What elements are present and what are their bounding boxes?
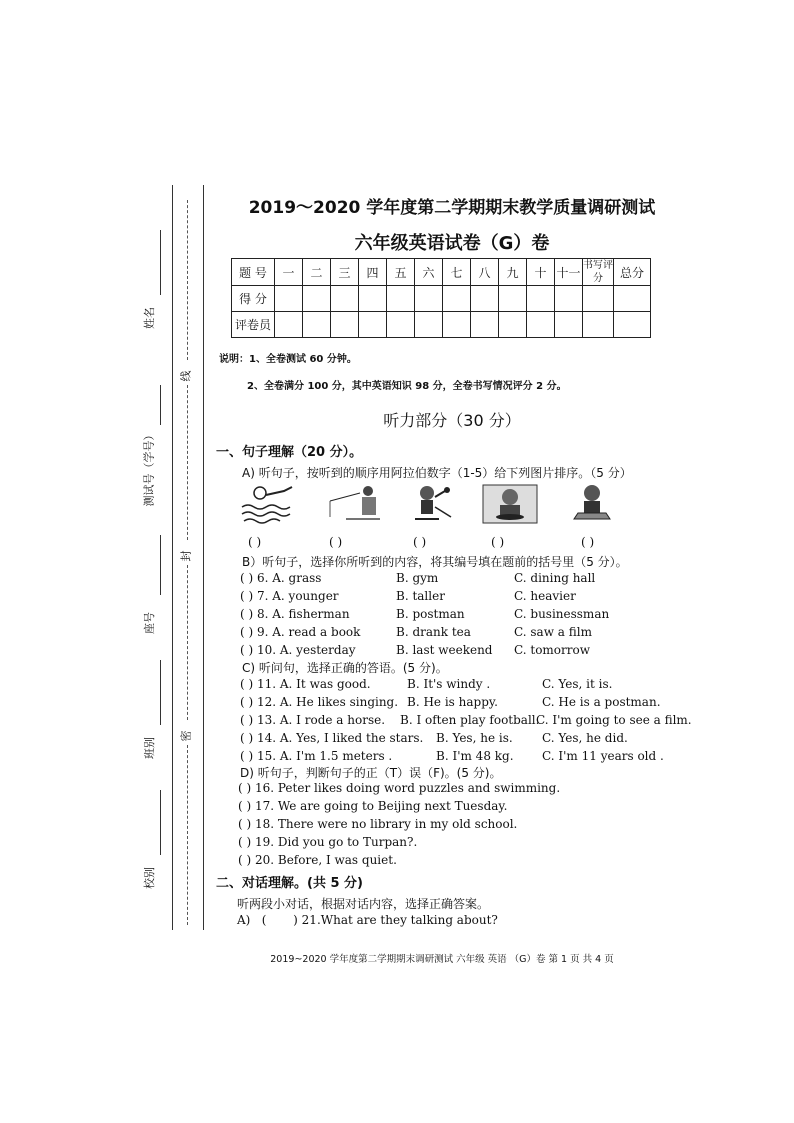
question-15-c: C. I'm 11 years old . [542,749,664,763]
question-8-a[interactable]: ( ) 8. A. fisherman [240,607,350,621]
section2-instruction: 听两段小对话，根据对话内容，选择正确答案。 [237,897,490,911]
score-cell [614,286,651,312]
score-cell [527,286,555,312]
question-11-c: C. Yes, it is. [542,677,613,691]
question-row-20 [0,853,794,871]
question-row-16 [0,781,794,799]
grader-cell [614,312,651,338]
question-12-b: B. He is happy. [407,695,498,709]
picture-answer-2[interactable]: ( ) [329,535,343,549]
picture-answer-4[interactable]: ( ) [491,535,505,549]
question-6-c: C. dining hall [514,571,596,585]
score-table [231,258,651,338]
grader-cell [275,312,303,338]
score-header-cell: 五 [387,259,415,286]
section1c-instruction: C) 听问句，选择正确的答语。(5 分)。 [242,661,448,675]
question-13-b: B. I often play football. [400,713,540,727]
score-header-cell: 九 [499,259,527,286]
score-header-cell: 二 [303,259,331,286]
exam-subtitle: 六年级英语试卷（G）卷 [354,233,550,254]
margin-seat-label: 测试号（学号） [142,429,156,507]
question-20[interactable]: ( ) 20. Before, I was quiet. [238,853,397,867]
page-footer: 2019~2020 学年度第二学期期末调研测试 六年级 英语 （G）卷 第 1 页 共 4 页 [270,954,614,965]
note-2: 2、全卷满分 100 分，其中英语知识 98 分，全卷书写情况评分 2 分。 [247,381,567,392]
question-16[interactable]: ( ) 16. Peter likes doing word puzzles and swimming. [238,781,561,795]
score-header-cell: 八 [471,259,499,286]
score-header-cell: 六 [415,259,443,286]
question-row-8 [0,607,794,625]
margin-class-label: 班别 [143,737,156,759]
singing-picture [405,483,461,525]
grader-row-label: 评卷员 [232,312,275,338]
question-19[interactable]: ( ) 19. Did you go to Turpan?. [238,835,418,849]
grader-cell [331,312,359,338]
grader-cell [443,312,471,338]
margin-school-label: 校别 [143,867,156,889]
score-header-cell: 书写评分 [583,260,613,284]
reading-picture [566,483,622,525]
question-8-c: C. businessman [514,607,610,621]
score-header-cell: 总分 [614,259,651,286]
question-9-a[interactable]: ( ) 9. A. read a book [240,625,361,639]
question-10-a[interactable]: ( ) 10. A. yesterday [240,643,356,657]
score-table-header-row [232,259,651,286]
section1b-list [0,571,794,661]
section1d-list [0,781,794,871]
section1c-list [0,677,794,767]
question-13-a[interactable]: ( ) 13. A. I rode a horse. [240,713,386,727]
section1-title: 一、句子理解（20 分）。 [216,445,363,460]
grader-cell [303,312,331,338]
score-row-label: 得 分 [232,286,275,312]
picture-answer-1[interactable]: ( ) [248,535,262,549]
score-header-cell: 十 [527,259,555,286]
section1d-instruction: D) 听句子，判断句子的正（T）误（F)。(5 分)。 [240,766,502,780]
grader-cell [555,312,583,338]
grader-cell [471,312,499,338]
question-13-c: C. I'm going to see a film. [536,713,692,727]
eating-picture [482,483,538,525]
question-15-b: B. I'm 48 kg. [436,749,514,763]
score-cell [387,286,415,312]
score-cell [359,286,387,312]
question-row-14 [0,731,794,749]
question-14-b: B. Yes, he is. [436,731,513,745]
note-1: 说明：1、全卷测试 60 分钟。 [219,354,357,365]
margin-xian-mark: 线 [179,370,193,382]
picture-answer-3[interactable]: ( ) [413,535,427,549]
score-cell [499,286,527,312]
question-row-17 [0,799,794,817]
question-row-12 [0,695,794,713]
score-cell [415,286,443,312]
grader-cell [527,312,555,338]
margin-feng-mark: 封 [179,550,193,562]
question-12-c: C. He is a postman. [542,695,661,709]
question-6-a[interactable]: ( ) 6. A. grass [240,571,322,585]
question-21[interactable]: A) ( ) 21.What are they talking about? [237,913,498,927]
question-8-b: B. postman [396,607,465,621]
question-15-a[interactable]: ( ) 15. A. I'm 1.5 meters . [240,749,393,763]
question-11-a[interactable]: ( ) 11. A. It was good. [240,677,371,691]
question-7-b: B. taller [396,589,445,603]
question-9-b: B. drank tea [396,625,471,639]
score-cell [331,286,359,312]
question-10-b: B. last weekend [396,643,493,657]
swimming-picture [240,483,296,525]
listening-title: 听力部分（30 分） [383,411,521,430]
section1a-instruction: A) 听句子，按听到的顺序用阿拉伯数字（1-5）给下列图片排序。（5 分） [242,466,632,480]
margin-dash-1 [187,200,188,360]
grader-cell [499,312,527,338]
question-10-c: C. tomorrow [514,643,591,657]
grader-cell [359,312,387,338]
score-header-cell: 四 [359,259,387,286]
question-row-7 [0,589,794,607]
question-7-c: C. heavier [514,589,576,603]
section1b-instruction: B）听句子，选择你所听到的内容，将其编号填在题前的括号里（5 分）。 [242,555,628,569]
grader-cell [415,312,443,338]
question-row-19 [0,835,794,853]
margin-seatno-label: 座号 [143,612,156,634]
margin-name-label: 姓名 [143,307,156,329]
score-cell [443,286,471,312]
score-cell [555,286,583,312]
score-table-score-row [232,286,651,312]
score-cell [471,286,499,312]
question-7-a[interactable]: ( ) 7. A. younger [240,589,339,603]
score-header-cell: 一 [275,259,303,286]
score-table-grader-row [232,312,651,338]
question-14-c: C. Yes, he did. [542,731,628,745]
question-18[interactable]: ( ) 18. There were no library in my old school. [238,817,518,831]
picture-answer-5[interactable]: ( ) [581,535,595,549]
question-11-b: B. It's windy . [407,677,491,691]
score-header-cell: 七 [443,259,471,286]
question-12-a[interactable]: ( ) 12. A. He likes singing. [240,695,399,709]
question-9-c: C. saw a film [514,625,592,639]
question-14-a[interactable]: ( ) 14. A. Yes, I liked the stars. [240,731,424,745]
score-header-cell: 十一 [555,259,583,286]
grader-cell [583,312,614,338]
question-row-9 [0,625,794,643]
question-row-6 [0,571,794,589]
grader-cell [387,312,415,338]
exam-title: 2019～2020 学年度第二学期期末教学质量调研测试 [248,198,656,218]
score-header-cell: 三 [331,259,359,286]
score-cell [303,286,331,312]
question-row-18 [0,817,794,835]
question-17[interactable]: ( ) 17. We are going to Beijing next Tuesday. [238,799,508,813]
score-header-cell: 题 号 [232,259,275,286]
question-row-11 [0,677,794,695]
score-cell [275,286,303,312]
margin-mi-mark: 密 [179,730,193,742]
score-cell [583,286,614,312]
question-row-13 [0,713,794,731]
section2-title: 二、对话理解。(共 5 分) [216,876,363,891]
fishing-picture [326,483,382,525]
question-6-b: B. gym [396,571,439,585]
